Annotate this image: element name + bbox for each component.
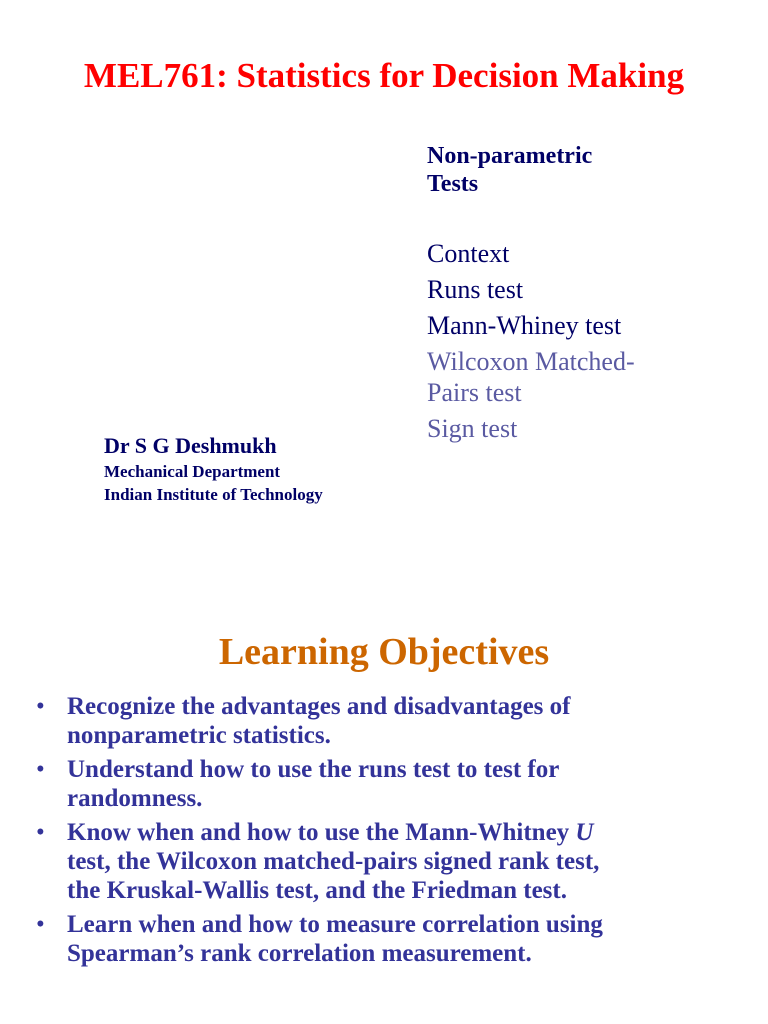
bullet-icon: • xyxy=(36,756,45,783)
objective-line: Learn when and how to measure correlation using xyxy=(67,911,603,938)
objective-item xyxy=(36,910,736,968)
topic-heading-line2: Tests xyxy=(427,171,479,197)
objective-line: Understand how to use the runs test to test for xyxy=(67,756,560,783)
outline-item-context: Context xyxy=(427,239,510,268)
bullet-icon: • xyxy=(36,911,45,938)
slide-title: MEL761: Statistics for Decision Making xyxy=(83,56,685,95)
topic-heading xyxy=(427,142,727,198)
objective-item xyxy=(36,692,736,750)
author-name: Dr S G Deshmukh xyxy=(104,433,277,458)
outline-item-wilcoxon-line1: Wilcoxon Matched- xyxy=(427,347,635,376)
author-department: Mechanical Department xyxy=(104,462,281,481)
topic-heading-line1: Non-parametric xyxy=(427,143,593,169)
outline-item-runs-test: Runs test xyxy=(427,275,524,304)
bullet-icon: • xyxy=(36,819,45,846)
objective-line: randomness. xyxy=(67,785,203,812)
objective-line: Recognize the advantages and disadvantages of xyxy=(67,693,571,720)
outline-item-sign-test: Sign test xyxy=(427,414,518,443)
objective-item xyxy=(36,755,736,813)
outline-list xyxy=(427,238,727,449)
outline-item-wilcoxon-line2: Pairs test xyxy=(427,378,522,407)
outline-item-wilcoxon xyxy=(427,346,727,408)
objective-text: Know when and how to use the Mann-Whitney xyxy=(67,819,576,846)
objective-line: nonparametric statistics. xyxy=(67,722,331,749)
bullet-icon: • xyxy=(36,693,45,720)
outline-item-mann-whiney-test: Mann-Whiney test xyxy=(427,311,622,340)
author-institute: Indian Institute of Technology xyxy=(104,485,323,504)
objective-item xyxy=(36,818,736,905)
objectives-list xyxy=(36,692,736,973)
objective-line xyxy=(67,818,736,847)
objective-line: the Kruskal-Wallis test, and the Friedman test. xyxy=(67,877,567,904)
objective-line: Spearman’s rank correlation measurement. xyxy=(67,940,532,967)
objective-line: test, the Wilcoxon matched-pairs signed rank test, xyxy=(67,848,600,875)
objectives-title: Learning Objectives xyxy=(218,631,550,673)
u-symbol: U xyxy=(575,819,594,846)
